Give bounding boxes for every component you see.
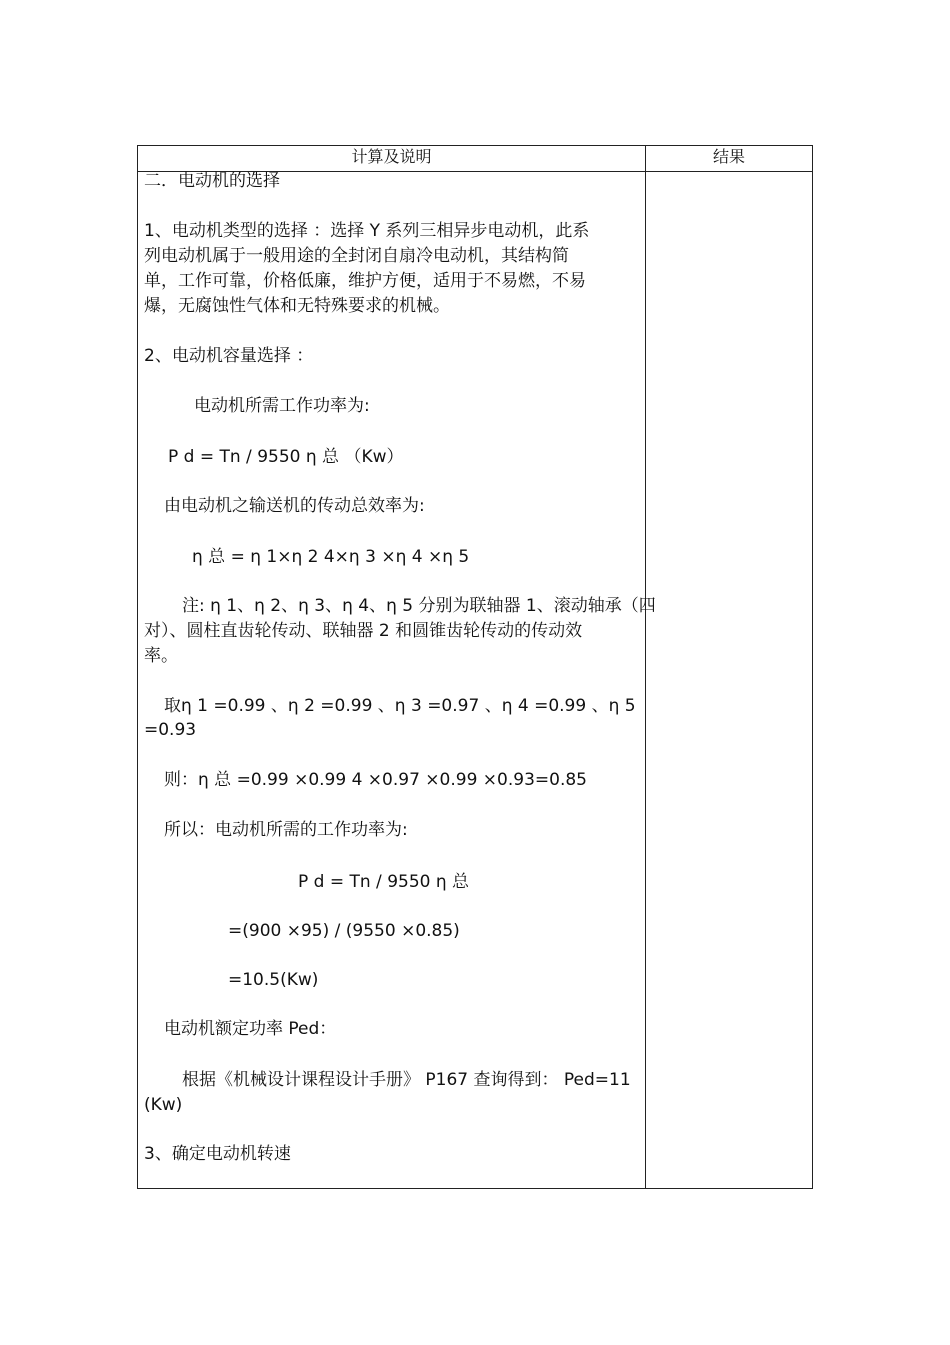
paragraph-line: 1、电动机类型的选择 ：选择 Y 系列三相异步电动机，此系 [144,221,590,241]
note-line: 对）、圆柱直齿轮传动、联轴器 2 和圆锥齿轮传动的传动效 [144,621,583,641]
paragraph-line: 由电动机之输送机的传动总效率为: [164,496,425,516]
subsection-title: 2、电动机容量选择 ： [144,346,314,366]
paragraph-line: 所以：电动机所需的工作功率为: [164,820,408,840]
header-calculation: 计算及说明 [351,147,432,166]
formula-line: P d = Tn / 9550 η 总 [298,872,470,892]
paragraph-line: 列电动机属于一般用途的全封闭自扇冷电动机，其结构简 [144,246,569,266]
formula-line: 则：η 总 =0.99 ×0.99 4 ×0.97 ×0.99 ×0.93=0.85 [164,770,587,790]
note-line: 注: η 1、η 2、η 3、η 4、η 5 分别为联轴器 1、滚动轴承（四 [182,596,656,616]
paragraph-line: 电动机所需工作功率为: [194,396,370,416]
subsection-title: 3、确定电动机转速 [144,1144,291,1164]
values-line: 取η 1 =0.99 、η 2 =0.99 、η 3 =0.97 、η 4 =0.99 、η 5 [164,696,636,716]
formula-line: η 总 = η 1×η 2 4×η 3 ×η 4 ×η 5 [192,547,470,567]
section-title: 二．电动机的选择 [144,171,280,191]
paragraph-line: (Kw) [144,1095,183,1115]
paragraph-line: 爆，无腐蚀性气体和无特殊要求的机械。 [144,296,450,316]
formula-line: P d = Tn / 9550 η 总 （Kw） [168,447,404,467]
formula-line: =(900 ×95) / (9550 ×0.85) [228,921,460,941]
paragraph-line: 根据《机械设计课程设计手册》 P167 查询得到： Ped=11 [182,1070,631,1090]
column-divider [645,146,646,1188]
header-result: 结果 [712,147,745,166]
formula-line: =10.5(Kw) [228,970,319,990]
calculation-table [137,145,813,1189]
paragraph-line: 电动机额定功率 Ped： [164,1019,337,1039]
paragraph-line: 单，工作可靠，价格低廉，维护方便，适用于不易燃，不易 [144,271,586,291]
values-line: =0.93 [144,720,197,740]
note-line: 率。 [144,646,178,666]
